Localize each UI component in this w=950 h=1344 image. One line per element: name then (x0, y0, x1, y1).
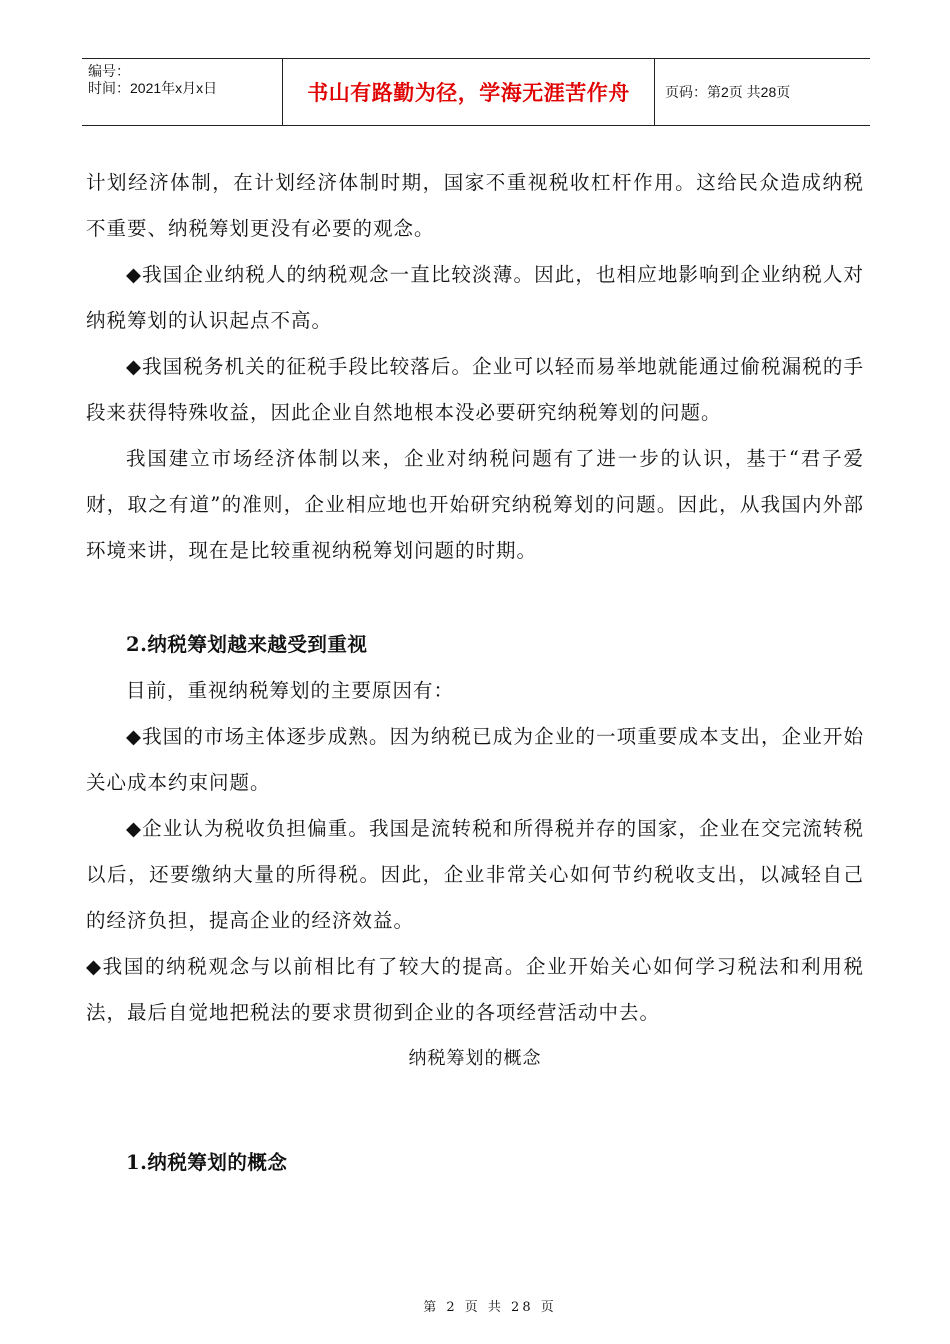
section2-bullet-tax-burden: ◆企业认为税收负担偏重。我国是流转税和所得税并存的国家，企业在交完流转税以后，还要缴纳大量的所得税。因此，企业非常关心如何节约税收支出，以减轻自己的经济负担，提高企业的经济效益。 (86, 817, 864, 932)
spacer (86, 574, 864, 622)
section-heading-1: 1.纳税筹划的概念 (126, 1151, 288, 1174)
section2-intro: 目前，重视纳税筹划的主要原因有： (126, 679, 455, 702)
document-body (86, 160, 864, 1186)
document-header (82, 58, 870, 126)
concept-title: 纳税筹划的概念 (408, 1048, 542, 1069)
header-meta (82, 59, 282, 125)
document-number-label: 编号： (88, 63, 130, 79)
header-motto: 书山有路勤为径，学海无涯苦作舟 (307, 81, 630, 105)
section2-bullet-market-subject: ◆我国的市场主体逐步成熟。因为纳税已成为企业的一项重要成本支出，企业开始关心成本约束问题。 (86, 725, 864, 794)
section2-bullet-tax-awareness: ◆我国的纳税观念与以前相比有了较大的提高。企业开始关心如何学习税法和利用税法，最后自觉地把税法的要求贯彻到企业的各项经营活动中去。 (86, 955, 864, 1024)
paragraph-market-economy: 我国建立市场经济体制以来，企业对纳税问题有了进一步的认识，基于“君子爱财，取之有道”的准则，企业相应地也开始研究纳税筹划的问题。因此，从我国内外部环境来讲，现在是比较重视纳税筹划问题的时期。 (86, 447, 864, 562)
paragraph-planned-economy: 计划经济体制，在计划经济体制时期，国家不重视税收杠杆作用。这给民众造成纳税不重要、纳税筹划更没有必要的观念。 (86, 171, 864, 240)
page-footer: 第 2 页 共 28 页 (423, 1300, 557, 1315)
paragraph-bullet-taxpayer-awareness: ◆我国企业纳税人的纳税观念一直比较淡薄。因此，也相应地影响到企业纳税人对纳税筹划的认识起点不高。 (86, 263, 864, 332)
document-time-label: 时间：2021年x月x日 (88, 80, 218, 96)
header-page-info: 页码：第2页 共28页 (665, 84, 791, 100)
paragraph-bullet-tax-collection: ◆我国税务机关的征税手段比较落后。企业可以轻而易举地就能通过偷税漏税的手段来获得特殊收益，因此企业自然地根本没必要研究纳税筹划的问题。 (86, 355, 864, 424)
spacer (86, 1082, 864, 1140)
section-heading-2: 2.纳税筹划越来越受到重视 (126, 633, 368, 656)
header-page-info-cell (655, 59, 870, 125)
header-motto-cell (282, 59, 655, 125)
